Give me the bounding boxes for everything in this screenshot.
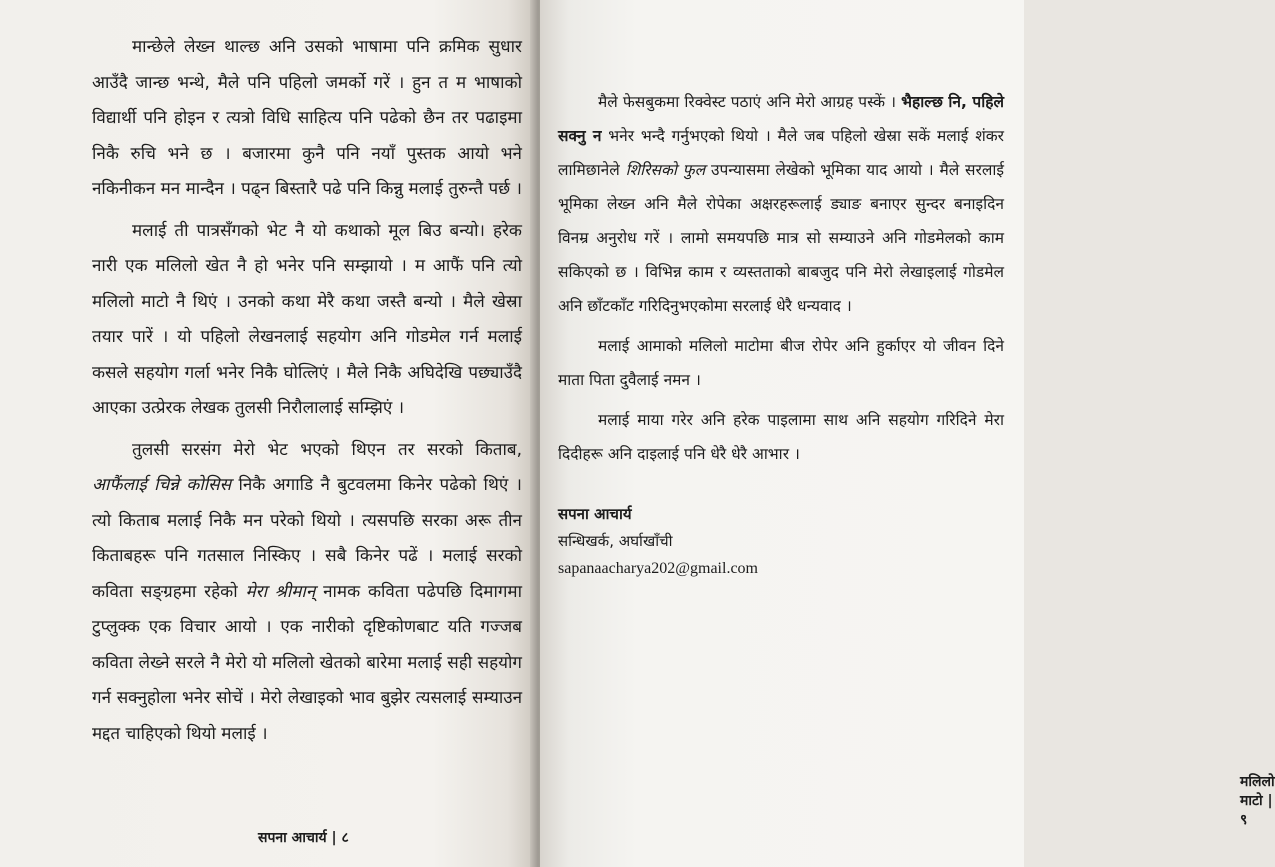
left-page [0,0,540,867]
author-place: सन्धिखर्क, अर्घाखाँची [558,532,673,550]
text-run: मलाई ती पात्रसँगको भेट नै यो कथाको मूल बिउ बन्यो। हरेक नारी एक मलिलो खेत नै हो भनेर पनि सम्झायो । म आफैं पनि त्यो मलिलो माटो नै थिएं । उनको कथा मेरै कथा जस्तै बन्यो । मैले खेस्रा तयार पारें । यो पहिलो लेखनलाई सहयोग अनि गोडमेल गर्न मलाई कसले सहयोग गर्ला भनेर निकै घोत्लिएं । मैले निकै अघिदेखि पछ्याउँदै आएका उत्प्रेरक लेखक तुलसी निरौलालाई सम्झिएं । [92,220,522,418]
bold-quote: भैहाल्छ नि, पहिले सक्नु न [558,93,1004,145]
paragraph [92,30,522,208]
right-page [540,0,1275,867]
author-email: sapanaacharya202@gmail.com [558,560,758,577]
paragraph [92,433,522,753]
paragraph [558,329,1004,397]
right-page-folio: मलिलो माटो | ९ [1240,774,1275,828]
italic-title: शिरिसको फुल [625,161,706,179]
left-page-body [92,30,522,752]
right-page-body [558,85,1004,471]
paragraph [92,214,522,427]
paragraph [558,403,1004,471]
text-run: मैले फेसबुकमा रिक्वेस्ट पठाएं अनि मेरो आग्रह पस्कें । [598,93,902,111]
text-run: निकै अगाडि नै बुटवलमा किनेर पढेको थिएं । त्यो किताब मलाई निकै मन परेको थियो । त्यसपछि सरका अरू तीन किताबहरू पनि गतसाल निस्किए । सबै किनेर पढें । मलाई सरको कविता सङ्ग्रहमा रहेको [92,475,522,602]
italic-title: आफैंलाई चिन्ने कोसिस [92,475,232,495]
text-run: तुलसी सरसंग मेरो भेट भएको थिएन तर सरको किताब, [132,439,522,460]
left-page-folio: सपना आचार्य | ८ [258,830,349,846]
author-name: सपना आचार्य [558,505,632,523]
text-run: उपन्यासमा लेखेको भूमिका याद आयो । मैले सरलाई भूमिका लेख्न अनि मैले रोपेका अक्षरहरूलाई ड्याङ बनाएर सुन्दर बनाइदिन विनम्र अनुरोध गरें । लामो समयपछि मात्र सो सम्याउने अनि गोडमेलको काम सकिएको छ । विभिन्न काम र व्यस्तताको बाबजुद पनि मेरो लेखाइलाई गोडमेल अनि छाँटकाँट गरिदिनुभएकोमा सरलाई धेरै धन्यवाद । [558,161,1004,315]
text-run: मान्छेले लेख्न थाल्छ अनि उसको भाषामा पनि क्रमिक सुधार आउँदै जान्छ भन्थे, मैले पनि पहिलो जमर्को गरें । हुन त म भाषाको विद्यार्थी पनि होइन र त्यत्रो विधि साहित्य पनि पढेको छैन तर पढाइमा निकै रुचि भने छ । बजारमा कुनै पनि नयाँ पुस्तक आयो भने नकिनीकन मन मान्दैन । पढ्न बिस्तारै पढे पनि किन्नु मलाई तुरुन्तै पर्छ । [92,37,522,199]
text-run: भनेर भन्दै गर्नुभएको थियो । मैले जब पहिलो खेस्रा सकें मलाई शंकर लामिछानेले [558,127,1004,179]
text-run: नामक कविता पढेपछि दिमागमा टुप्लुक्क एक विचार आयो । एक नारीको दृष्टिकोणबाट यति गज्जब कविता लेख्ने सरले नै मेरो यो मलिलो खेतको बारेमा मलाई सही सहयोग गर्न सक्नुहोला भनेर सोचें । मेरो लेखाइको भाव बुझेर त्यसलाई सम्याउन मद्दत चाहिएको थियो मलाई । [92,581,522,744]
text-run: मलाई आमाको मलिलो माटोमा बीज रोपेर अनि हुर्काएर यो जीवन दिने माता पिता दुवैलाई नमन । [558,337,1004,389]
italic-title: मेरा श्रीमान् [245,581,316,602]
author-signature [558,501,1004,582]
text-run: मलाई माया गरेर अनि हरेक पाइलामा साथ अनि सहयोग गरिदिने मेरा दिदीहरू अनि दाइलाई पनि धेरै धेरै आभार । [558,411,1004,463]
paragraph [558,85,1004,323]
